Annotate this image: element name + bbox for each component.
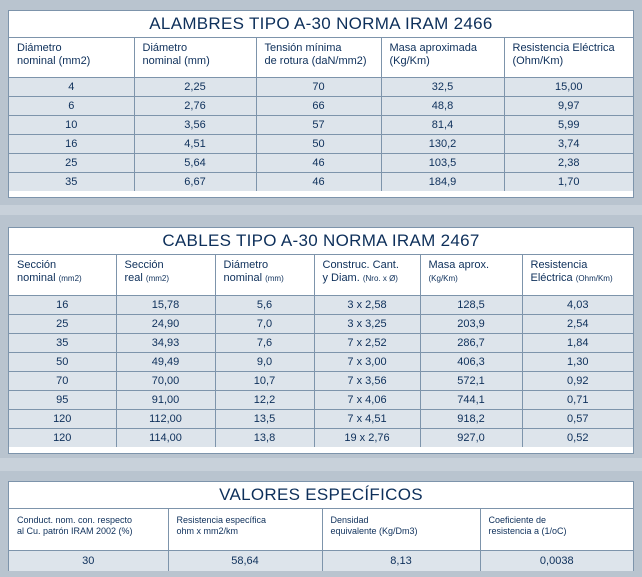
cell: 50 xyxy=(9,352,116,371)
table-row xyxy=(9,295,633,314)
valores-header-cell: Coeficiente de resistencia a (1/oC) xyxy=(480,509,633,550)
alambres-title: ALAMBRES TIPO A-30 NORMA IRAM 2466 xyxy=(9,11,633,38)
cell: 81,4 xyxy=(381,115,504,134)
cell: 12,2 xyxy=(215,390,314,409)
cell: 0,57 xyxy=(522,409,633,428)
cell: 10 xyxy=(9,115,134,134)
alambres-panel xyxy=(0,0,642,205)
table-row xyxy=(9,115,633,134)
cables-header-cell: Sección real (mm2) xyxy=(116,255,215,295)
valores-panel xyxy=(0,471,642,577)
cell: 0,92 xyxy=(522,371,633,390)
cell: 7 x 2,52 xyxy=(314,333,420,352)
cell: 184,9 xyxy=(381,172,504,191)
cables-header-cell: Construc. Cant. y Diam. (Nro. x Ø) xyxy=(314,255,420,295)
alambres-header-cell: Resistencia Eléctrica (Ohm/Km) xyxy=(504,38,633,77)
cell: 34,93 xyxy=(116,333,215,352)
cell: 25 xyxy=(9,153,134,172)
cell: 9,97 xyxy=(504,96,633,115)
table-row xyxy=(9,314,633,333)
cables-title: CABLES TIPO A-30 NORMA IRAM 2467 xyxy=(9,228,633,255)
cell: 57 xyxy=(256,115,381,134)
cell: 7,0 xyxy=(215,314,314,333)
cell: 3 x 3,25 xyxy=(314,314,420,333)
cell: 25 xyxy=(9,314,116,333)
cell: 927,0 xyxy=(420,428,522,447)
cell: 103,5 xyxy=(381,153,504,172)
cell: 16 xyxy=(9,134,134,153)
cell: 1,70 xyxy=(504,172,633,191)
table-row xyxy=(9,333,633,352)
cell: 15,78 xyxy=(116,295,215,314)
cell: 13,5 xyxy=(215,409,314,428)
cell: 3 x 2,58 xyxy=(314,295,420,314)
valores-table xyxy=(9,509,633,571)
cell: 19 x 2,76 xyxy=(314,428,420,447)
cell: 5,6 xyxy=(215,295,314,314)
cell: 3,56 xyxy=(134,115,256,134)
valores-header-row xyxy=(9,509,633,550)
cell: 203,9 xyxy=(420,314,522,333)
table-row xyxy=(9,352,633,371)
cell: 4,03 xyxy=(522,295,633,314)
cell: 128,5 xyxy=(420,295,522,314)
cell: 9,0 xyxy=(215,352,314,371)
cell: 15,00 xyxy=(504,77,633,96)
cell: 3,74 xyxy=(504,134,633,153)
cell: 7,6 xyxy=(215,333,314,352)
cables-table-box xyxy=(8,227,634,454)
cell: 24,90 xyxy=(116,314,215,333)
cell: 5,99 xyxy=(504,115,633,134)
table-row xyxy=(9,371,633,390)
valores-title: VALORES ESPECÍFICOS xyxy=(9,482,633,509)
cell: 1,84 xyxy=(522,333,633,352)
cell: 2,25 xyxy=(134,77,256,96)
cell: 572,1 xyxy=(420,371,522,390)
cell: 13,8 xyxy=(215,428,314,447)
cables-header-cell: Sección nominal (mm2) xyxy=(9,255,116,295)
cell: 0,52 xyxy=(522,428,633,447)
table-row xyxy=(9,96,633,115)
cell: 8,13 xyxy=(322,550,480,571)
valores-header-cell: Resistencia específica ohm x mm2/km xyxy=(168,509,322,550)
cell: 744,1 xyxy=(420,390,522,409)
alambres-table xyxy=(9,38,633,191)
cell: 7 x 3,56 xyxy=(314,371,420,390)
valores-table-box xyxy=(8,481,634,571)
cell: 0,0038 xyxy=(480,550,633,571)
cell: 50 xyxy=(256,134,381,153)
table-row xyxy=(9,172,633,191)
cell: 70 xyxy=(256,77,381,96)
cell: 406,3 xyxy=(420,352,522,371)
cables-header-cell: Masa aprox. (Kg/Km) xyxy=(420,255,522,295)
cell: 46 xyxy=(256,153,381,172)
cell: 6 xyxy=(9,96,134,115)
alambres-table-box xyxy=(8,10,634,198)
cell: 114,00 xyxy=(116,428,215,447)
alambres-header-row xyxy=(9,38,633,77)
table-row xyxy=(9,153,633,172)
table-row xyxy=(9,77,633,96)
cell: 35 xyxy=(9,172,134,191)
cables-header-cell: Diámetro nominal (mm) xyxy=(215,255,314,295)
cell: 2,76 xyxy=(134,96,256,115)
cell: 30 xyxy=(9,550,168,571)
cell: 130,2 xyxy=(381,134,504,153)
cell: 70,00 xyxy=(116,371,215,390)
table-row xyxy=(9,428,633,447)
cell: 2,38 xyxy=(504,153,633,172)
alambres-header-cell: Masa aproximada (Kg/Km) xyxy=(381,38,504,77)
cell: 35 xyxy=(9,333,116,352)
cell: 918,2 xyxy=(420,409,522,428)
cell: 120 xyxy=(9,428,116,447)
alambres-header-cell: Diámetro nominal (mm2) xyxy=(9,38,134,77)
cell: 5,64 xyxy=(134,153,256,172)
cell: 4 xyxy=(9,77,134,96)
cables-header-row xyxy=(9,255,633,295)
cell: 6,67 xyxy=(134,172,256,191)
cell: 32,5 xyxy=(381,77,504,96)
cell: 95 xyxy=(9,390,116,409)
valores-header-cell: Densidad equivalente (Kg/Dm3) xyxy=(322,509,480,550)
cell: 46 xyxy=(256,172,381,191)
cell: 2,54 xyxy=(522,314,633,333)
cables-panel xyxy=(0,215,642,458)
cell: 58,64 xyxy=(168,550,322,571)
cell: 1,30 xyxy=(522,352,633,371)
cell: 91,00 xyxy=(116,390,215,409)
alambres-header-cell: Tensión mínima de rotura (daN/mm2) xyxy=(256,38,381,77)
cell: 0,71 xyxy=(522,390,633,409)
cell: 49,49 xyxy=(116,352,215,371)
table-row xyxy=(9,390,633,409)
cell: 10,7 xyxy=(215,371,314,390)
table-row xyxy=(9,409,633,428)
table-row xyxy=(9,550,633,571)
cell: 48,8 xyxy=(381,96,504,115)
cables-header-cell: Resistencia Eléctrica (Ohm/Km) xyxy=(522,255,633,295)
cell: 66 xyxy=(256,96,381,115)
alambres-header-cell: Diámetro nominal (mm) xyxy=(134,38,256,77)
table-row xyxy=(9,134,633,153)
cell: 7 x 3,00 xyxy=(314,352,420,371)
cell: 112,00 xyxy=(116,409,215,428)
cables-table xyxy=(9,255,633,447)
cell: 286,7 xyxy=(420,333,522,352)
cell: 7 x 4,51 xyxy=(314,409,420,428)
cell: 120 xyxy=(9,409,116,428)
valores-header-cell: Conduct. nom. con. respecto al Cu. patrón IRAM 2002 (%) xyxy=(9,509,168,550)
cell: 4,51 xyxy=(134,134,256,153)
cell: 7 x 4,06 xyxy=(314,390,420,409)
cell: 16 xyxy=(9,295,116,314)
cell: 70 xyxy=(9,371,116,390)
